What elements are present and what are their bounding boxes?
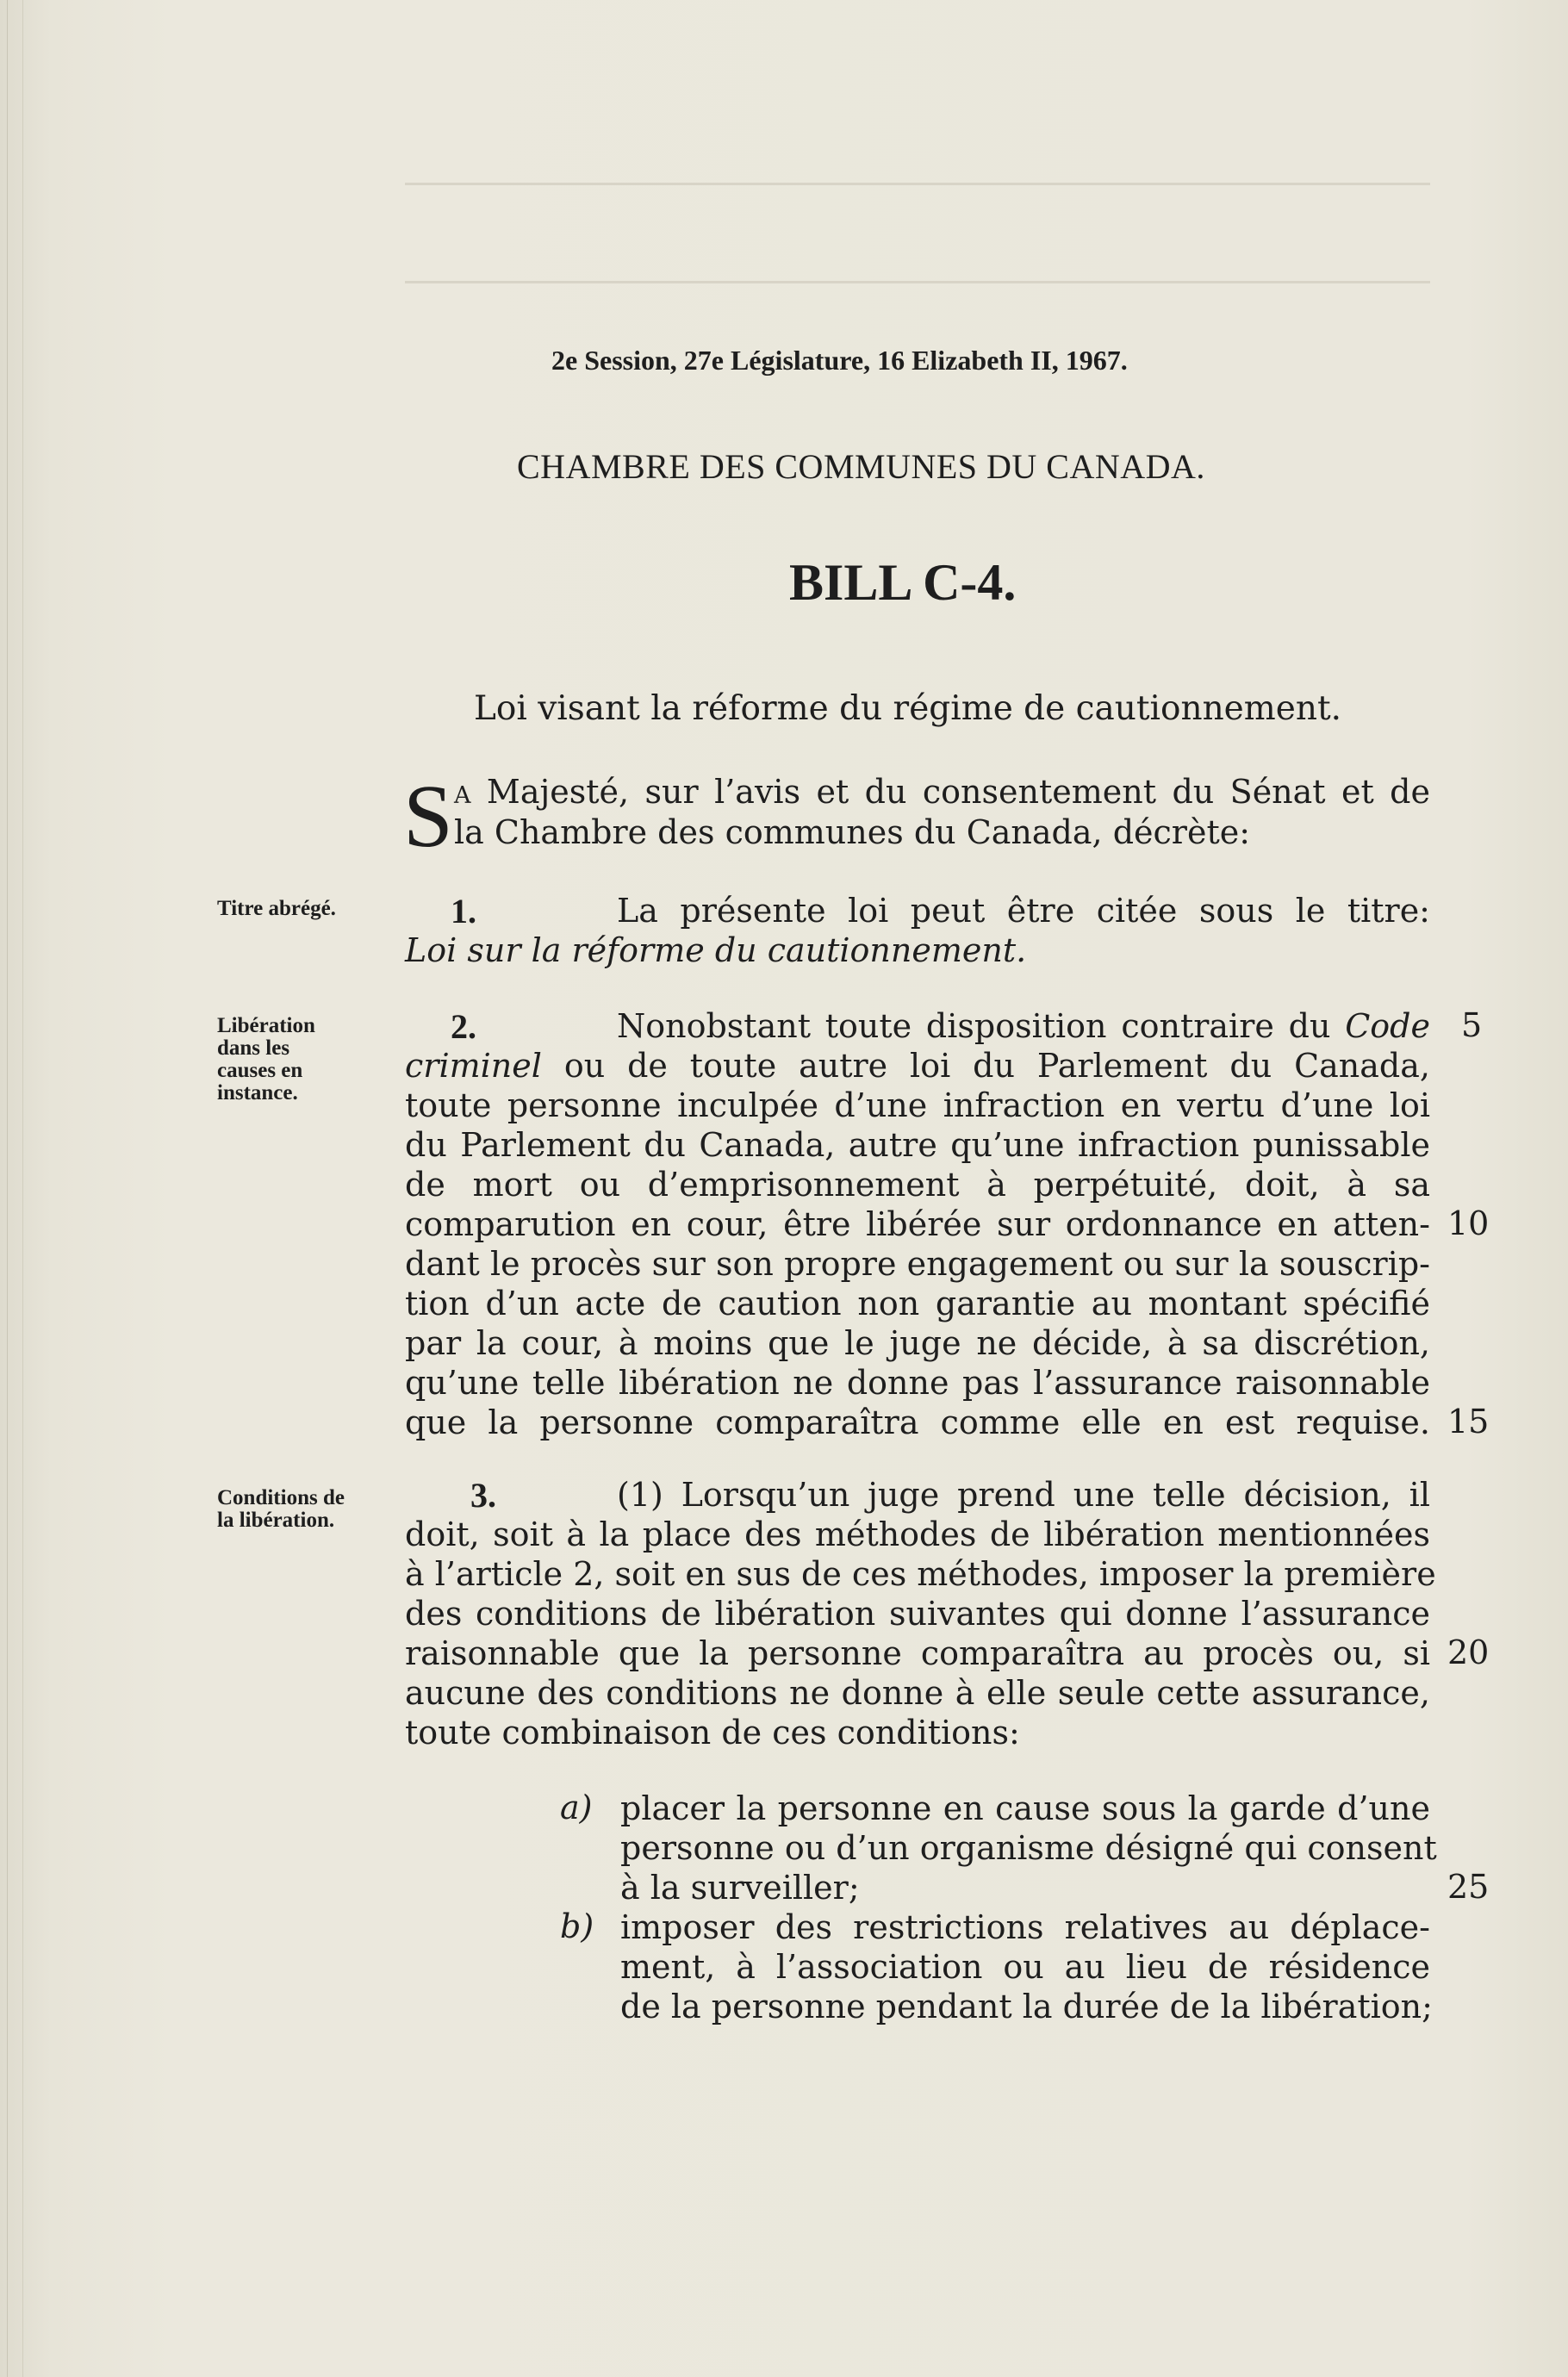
section-2-line: du Parlement du Canada, autre qu’une infraction punissable bbox=[405, 1126, 1430, 1164]
section-3-line: toute combinaison de ces conditions: bbox=[405, 1714, 1020, 1752]
binding-edge bbox=[7, 0, 8, 2377]
line-number: 20 bbox=[1447, 1633, 1490, 1671]
margin-note-line: dans les bbox=[217, 1036, 290, 1060]
item-b-line: de la personne pendant la durée de la libération; bbox=[620, 1988, 1433, 2025]
line-number: 25 bbox=[1447, 1868, 1490, 1906]
session-line: 2e Session, 27e Législature, 16 Elizabeth II, 1967. bbox=[551, 345, 1128, 376]
line-number: 10 bbox=[1447, 1204, 1490, 1242]
section-2-line: par la cour, à moins que le juge ne décide, à sa discrétion, bbox=[405, 1324, 1430, 1362]
section-1-line-1: La présente loi peut être citée sous le titre: bbox=[617, 892, 1430, 930]
house-name: CHAMBRE DES COMMUNES DU CANADA. bbox=[517, 447, 1205, 486]
small-cap: A bbox=[454, 782, 471, 809]
item-a-line: placer la personne en cause sous la garde d’une bbox=[620, 1789, 1430, 1827]
enacting-clause-text: Majesté, sur l’avis et du consentement du Sénat et de bbox=[470, 773, 1430, 811]
item-label: b) bbox=[560, 1907, 594, 1945]
margin-note-conditions bbox=[217, 1487, 345, 1532]
line-number: 5 bbox=[1461, 1006, 1483, 1044]
margin-note-line: Conditions de bbox=[217, 1486, 345, 1509]
code-name-italic: Code bbox=[1345, 1007, 1430, 1045]
margin-note-line: causes en bbox=[217, 1059, 303, 1082]
section-1-line-2 bbox=[405, 930, 1430, 970]
section-3-line: aucune des conditions ne donne à elle seule cette assurance, bbox=[405, 1674, 1430, 1712]
bill-title: BILL C-4. bbox=[789, 554, 1017, 611]
binding-edge-inner bbox=[22, 0, 23, 2377]
section-2-line: qu’une telle libération ne donne pas l’assurance raisonnable bbox=[405, 1364, 1430, 1402]
enacting-clause-line-1 bbox=[454, 772, 1430, 816]
margin-note-line: la libération. bbox=[217, 1509, 335, 1532]
section-2-line: tion d’un acte de caution non garantie au montant spécifié bbox=[405, 1285, 1430, 1322]
section-2-line-1 bbox=[617, 1006, 1430, 1046]
section-3-line: des conditions de libération suivantes qui donne l’assurance bbox=[405, 1595, 1430, 1633]
margin-note-line: Libération bbox=[217, 1014, 315, 1037]
section-3-line-1: (1) Lorsqu’un juge prend une telle décision, il bbox=[617, 1476, 1430, 1514]
margin-note-short-title: Titre abrégé. bbox=[217, 897, 336, 920]
item-a-line: personne ou d’un organisme désigné qui consent bbox=[620, 1829, 1437, 1867]
section-2-line: comparution en cour, être libérée sur ordonnance en atten- bbox=[405, 1205, 1430, 1243]
section-3-line: à l’article 2, soit en sus de ces méthodes, imposer la première bbox=[405, 1555, 1436, 1593]
bill-long-title: Loi visant la réforme du régime de cautionnement. bbox=[474, 689, 1342, 728]
margin-note-line: instance. bbox=[217, 1081, 298, 1104]
section-2-text: ou de toute autre loi du Parlement du Canada, bbox=[541, 1047, 1430, 1085]
margin-note-release bbox=[217, 1015, 315, 1104]
item-a-line: à la surveiller; bbox=[620, 1869, 860, 1907]
code-name-italic: criminel bbox=[405, 1047, 542, 1085]
item-b-line: ment, à l’association ou au lieu de résidence bbox=[620, 1948, 1430, 1986]
section-2-line: que la personne comparaîtra comme elle en est requise. bbox=[405, 1403, 1430, 1441]
section-2-line: toute personne inculpée d’une infraction en vertu d’une loi bbox=[405, 1086, 1430, 1124]
section-3-line: raisonnable que la personne comparaîtra au procès ou, si bbox=[405, 1634, 1430, 1672]
section-2-line: dant le procès sur son propre engagement ou sur la souscrip- bbox=[405, 1245, 1430, 1283]
section-2-line: de mort ou d’emprisonnement à perpétuité, doit, à sa bbox=[405, 1166, 1430, 1204]
drop-cap: S bbox=[403, 767, 453, 866]
section-number: 2. bbox=[451, 1007, 476, 1046]
short-title-italic: Loi sur la réforme du cautionnement. bbox=[405, 931, 1027, 969]
section-2-text: Nonobstant toute disposition contraire du bbox=[617, 1007, 1346, 1045]
section-number: 1. bbox=[451, 892, 476, 930]
line-number: 15 bbox=[1447, 1403, 1490, 1441]
show-through-rule bbox=[405, 281, 1430, 283]
section-number: 3. bbox=[470, 1476, 496, 1515]
item-b-line: imposer des restrictions relatives au déplace- bbox=[620, 1908, 1430, 1946]
section-2-line-2 bbox=[405, 1046, 1430, 1086]
item-label: a) bbox=[560, 1789, 593, 1826]
section-3-line: doit, soit à la place des méthodes de libération mentionnées bbox=[405, 1515, 1430, 1553]
enacting-clause-line-2: la Chambre des communes du Canada, décrète: bbox=[454, 813, 1251, 851]
show-through-rule bbox=[405, 183, 1430, 185]
